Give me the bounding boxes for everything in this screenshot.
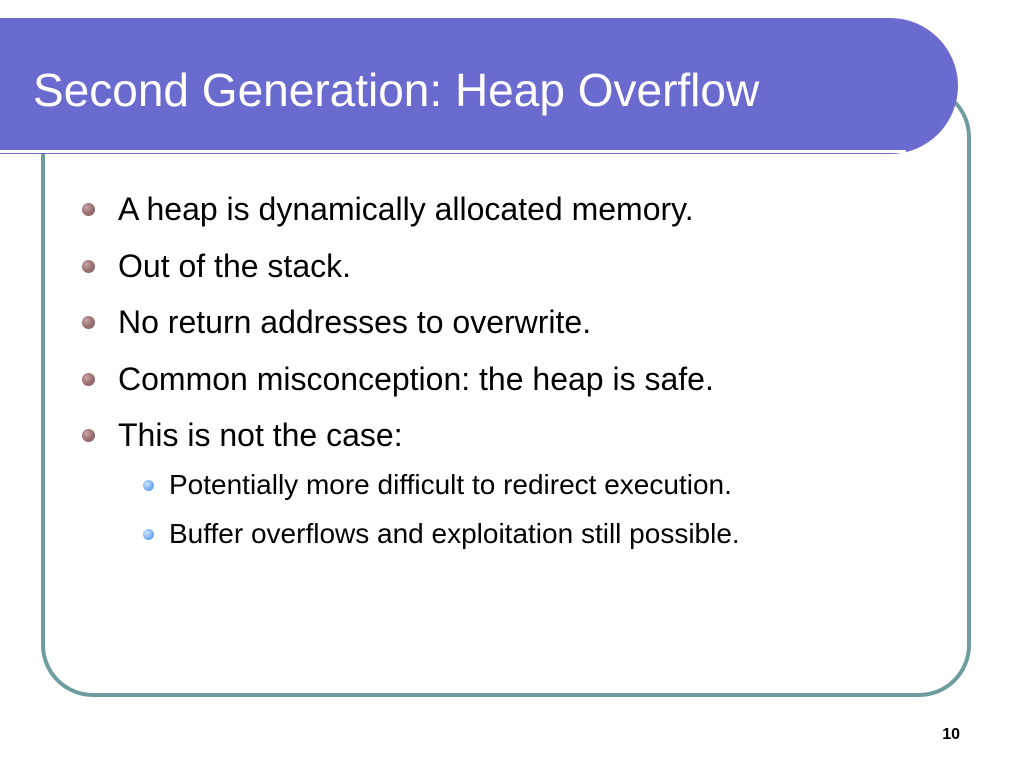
subbullet-text: Buffer overflows and exploitation still possible. <box>169 518 740 549</box>
bullet-dot-icon <box>82 203 95 216</box>
subbullet-text: Potentially more difficult to redirect execution. <box>169 469 732 500</box>
bullet-dot-icon <box>82 429 95 442</box>
bullet-list <box>82 190 740 570</box>
bullet-item <box>82 190 740 228</box>
subbullet-item <box>124 517 740 551</box>
bullet-text: A heap is dynamically allocated memory. <box>118 191 694 227</box>
title-bar <box>0 18 958 154</box>
subbullet-dot-icon <box>143 480 154 491</box>
subbullet-list <box>118 468 740 551</box>
bullet-text: This is not the case: <box>118 417 403 453</box>
bullet-dot-icon <box>82 373 95 386</box>
bullet-text: Common misconception: the heap is safe. <box>118 360 714 397</box>
bullet-item <box>82 303 740 341</box>
page-number: 10 <box>942 726 960 743</box>
bullet-dot-icon <box>82 316 95 329</box>
bullet-dot-icon <box>82 260 95 273</box>
bullet-text: Out of the stack. <box>118 247 351 284</box>
title-underline <box>0 150 906 153</box>
bullet-item <box>82 360 740 398</box>
bullet-item <box>82 247 740 285</box>
subbullet-item <box>124 468 740 502</box>
bullet-item <box>82 416 740 551</box>
subbullet-dot-icon <box>143 529 154 540</box>
slide-title: Second Generation: Heap Overflow <box>33 64 760 116</box>
bullet-text: No return addresses to overwrite. <box>118 304 592 340</box>
